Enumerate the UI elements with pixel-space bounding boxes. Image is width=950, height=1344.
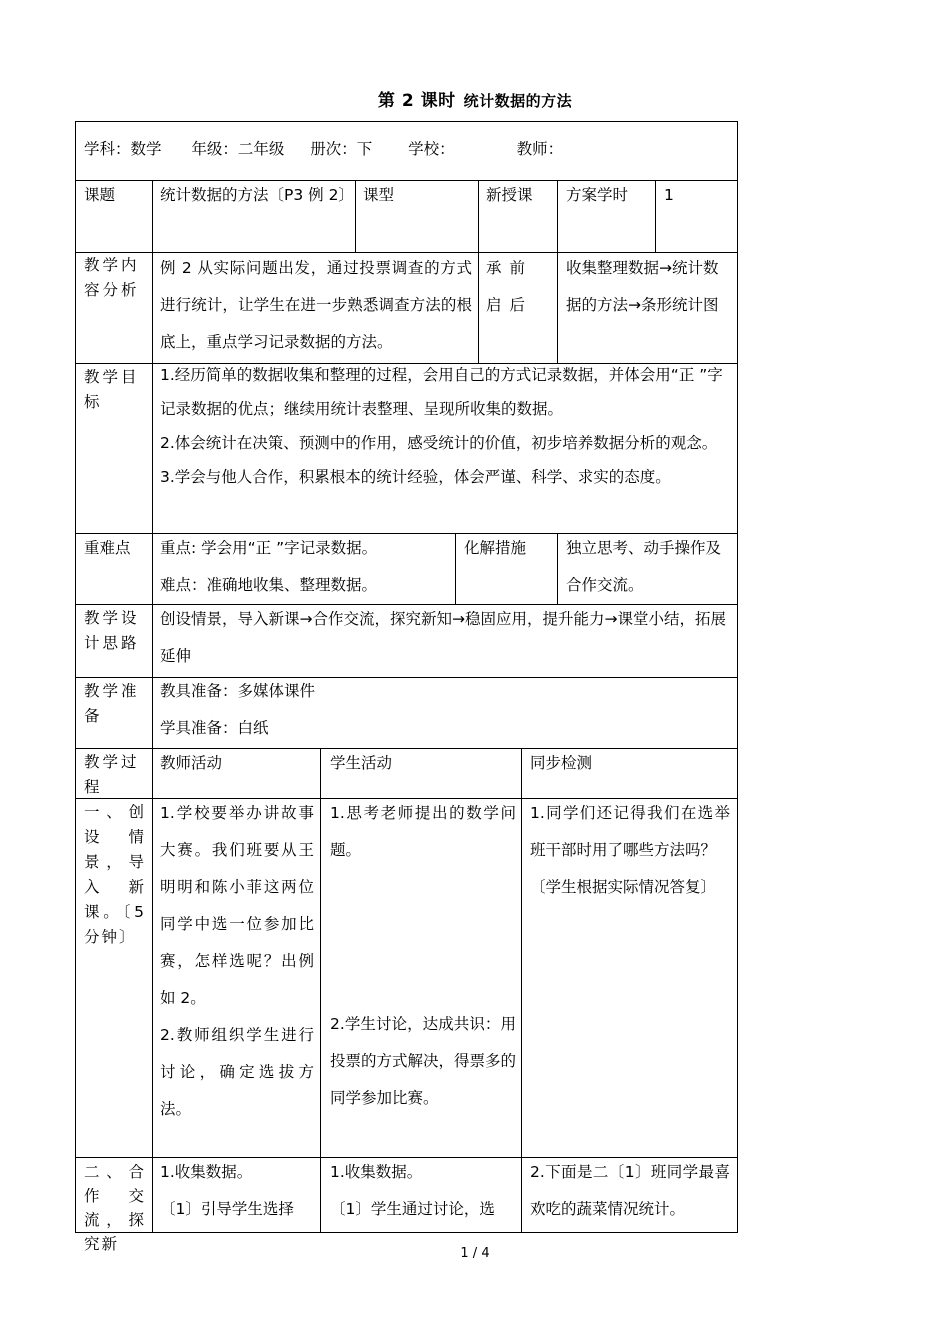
page-number: 1 / 4	[460, 1246, 490, 1261]
stage1-label: 一、创设情景，导入新课。〔5 分钟〕	[84, 803, 146, 946]
header-row	[84, 131, 734, 168]
goals-list	[160, 358, 732, 494]
key-point: 重点: 学会用“正 ”字记录数据。	[160, 539, 378, 557]
goal-item: 3.学会与他人合作，积累根本的统计经验，体会严谨、科学、求实的态度。	[160, 468, 671, 486]
goals-label: 教学目标	[84, 368, 140, 411]
teacher-field: 教师：	[516, 140, 564, 158]
key-points-label: 重难点	[84, 539, 131, 557]
hours-label: 方案学时	[566, 186, 629, 204]
measures-value: 独立思考、动手操作及合作交流。	[566, 539, 722, 594]
analysis-value: 例 2 从实际问题出发，通过投票调查的方式进行统计，让学生在进一步熟悉调查方法的根底上，重点学习记录数据的方法。	[160, 259, 472, 351]
analysis-label: 教学内容分析	[84, 256, 140, 299]
student-activity-header: 学生活动	[330, 754, 393, 772]
stage1-teacher-item: 1.学校要举办讲故事大赛。我们班要从王明明和陈小菲这两位同学中选一位参加比赛，怎样选呢？出例如 2。	[160, 804, 314, 1007]
link-label: 承前启后	[486, 259, 534, 314]
teacher-prep: 教具准备：多媒体课件	[160, 682, 316, 700]
stage2-check: 2.下面是二〔1〕班同学最喜欢吃的蔬菜情况统计。	[530, 1163, 730, 1218]
teacher-activity-header: 教师活动	[160, 754, 223, 772]
stage1-student-item: 2.学生讨论，达成共识：用投票的方式解决，得票多的同学参加比赛。	[330, 1015, 517, 1107]
stage1-student-item: 1.思考老师提出的数学问题。	[330, 804, 516, 859]
prep-list	[160, 673, 734, 747]
volume-field: 册次：下	[310, 140, 373, 158]
key-points	[160, 530, 452, 604]
difficult-point: 难点：准确地收集、整理数据。	[160, 576, 378, 594]
hours-value: 1	[664, 186, 674, 204]
topic-value: 统计数据的方法〔P3 例 2〕	[160, 186, 354, 204]
link-value: 收集整理数据→统计数据的方法→条形统计图	[566, 259, 719, 314]
topic-label: 课题	[84, 186, 116, 204]
lesson-number: 第 2 课时	[377, 91, 456, 111]
student-prep: 学具准备：白纸	[160, 719, 269, 737]
design-label: 教学设计思路	[84, 609, 140, 652]
lesson-type-label: 课型	[363, 186, 395, 204]
goal-item: 1.经历简单的数据收集和整理的过程，会用自己的方式记录数据，并体会用“正 ”字记录数据的优点；继续用统计表整理、呈现所收集的数据。	[160, 366, 723, 418]
stage2-teacher-item: 〔1〕引导学生选择	[160, 1200, 294, 1218]
grade-field: 年级：二年级	[191, 140, 285, 158]
stage1-check-item: 〔学生根据实际情况答复〕	[530, 878, 717, 896]
subject-field: 学科：数学	[84, 140, 162, 158]
stage2-student-item: 1.收集数据。	[330, 1163, 423, 1181]
lesson-title: 统计数据的方法	[463, 92, 573, 110]
check-header: 同步检测	[530, 754, 593, 772]
stage2-student-item: 〔1〕学生通过讨论，选	[330, 1200, 495, 1218]
page-title	[0, 86, 950, 111]
stage1-teacher	[160, 795, 314, 1128]
goal-item: 2.体会统计在决策、预测中的作用，感受统计的价值，初步培养数据分析的观念。	[160, 434, 718, 452]
stage1-teacher-item: 2.教师组织学生进行讨论，确定选拔方法。	[160, 1026, 314, 1118]
stage2-teacher	[160, 1154, 316, 1232]
process-label: 教学过程	[84, 753, 140, 796]
stage1-check	[530, 795, 730, 906]
stage1-check-item: 1.同学们还记得我们在选举班干部时用了哪些方法吗？	[530, 804, 730, 859]
stage2-student	[330, 1154, 518, 1232]
stage1-student	[330, 795, 516, 1117]
prep-label: 教学准备	[84, 682, 140, 725]
school-field: 学校：	[408, 140, 455, 158]
measures-label: 化解措施	[464, 539, 527, 557]
stage2-label: 二、合作交流，探究新	[84, 1163, 146, 1253]
lesson-type-value: 新授课	[486, 186, 533, 204]
design-value: 创设情景，导入新课→合作交流，探究新知→稳固应用，提升能力→课堂小结，拓展延伸	[160, 610, 726, 665]
stage2-teacher-item: 1.收集数据。	[160, 1163, 253, 1181]
